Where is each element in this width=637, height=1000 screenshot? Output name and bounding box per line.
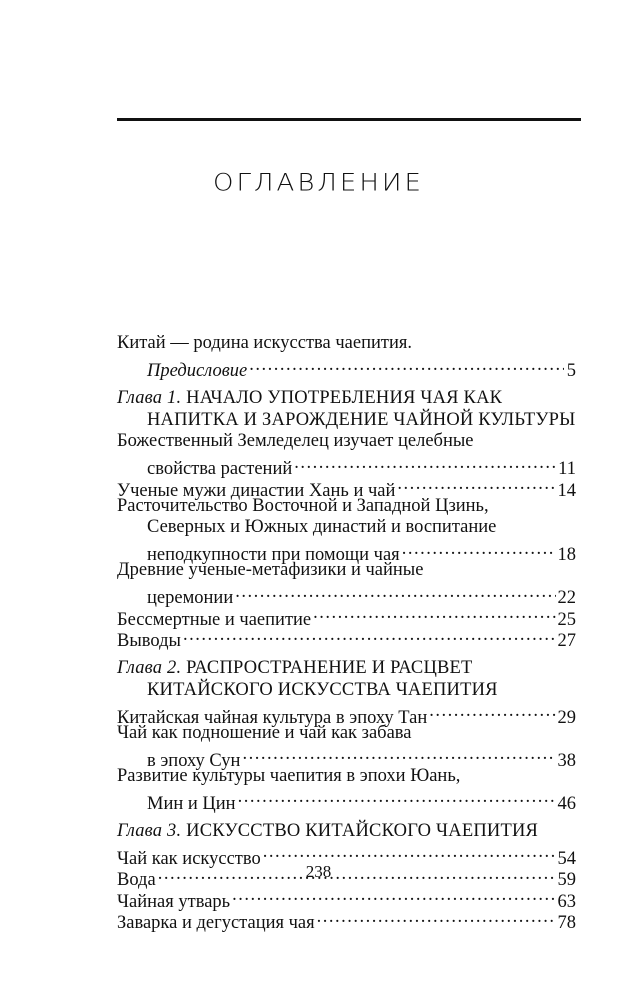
toc-entry-text: Выводы: [117, 631, 181, 651]
toc-entry-text: Предисловие: [147, 361, 248, 381]
chapter-title: ИСКУССТВО КИТАЙСКОГО ЧАЕПИТИЯ: [186, 820, 539, 841]
page-number: 46: [557, 793, 576, 814]
chapter-title: КИТАЙСКОГО ИСКУССТВА ЧАЕПИТИЯ: [147, 679, 498, 700]
toc-entry-text: Древние ученые-метафизики и чайные: [117, 560, 424, 580]
table-of-contents: [117, 333, 576, 940]
page-number: 14: [557, 480, 576, 501]
page-number: 63: [557, 891, 576, 912]
leader-dots: [249, 355, 564, 377]
toc-entry-text: Китайская чайная культура в эпоху Тан: [117, 707, 428, 728]
chapter-title: РАСПРОСТРАНЕНИЕ И РАСЦВЕТ: [186, 658, 473, 678]
leader-dots: [397, 474, 555, 496]
toc-entry-text: Чай как искусство: [117, 848, 261, 869]
leader-dots: [235, 582, 555, 604]
toc-chapter-2: [117, 658, 576, 814]
chapter-label: Глава 3.: [117, 820, 182, 841]
leader-dots: [313, 603, 555, 625]
toc-preface: [117, 333, 576, 381]
toc-entry-text: Северных и Южных династий и воспитание: [147, 517, 497, 537]
page-number: 29: [557, 707, 576, 728]
page-number: 22: [557, 588, 576, 608]
toc-entry-text: в эпоху Сун: [147, 750, 241, 771]
toc-chapter-1: [117, 388, 576, 651]
toc-entry-text: свойства растений: [147, 459, 293, 479]
page-title: ОГЛАВЛЕНИЕ: [213, 169, 424, 197]
chapter-title: НАЧАЛО УПОТРЕБЛЕНИЯ ЧАЯ КАК: [186, 388, 503, 408]
toc-entry-text: Чайная утварь: [117, 891, 231, 912]
leader-dots: [242, 744, 555, 766]
toc-entry-text: Бессмертные и чаепитие: [117, 609, 312, 630]
page-number: 27: [557, 631, 576, 651]
leader-dots: [402, 539, 556, 561]
top-rule: [117, 118, 581, 121]
leader-dots: [317, 907, 556, 929]
page-number: 11: [558, 459, 576, 479]
toc-entry-text: Расточительство Восточной и Западной Цзинь,: [117, 495, 489, 516]
toc-entry-text: Божественный Земледелец изучает целебные: [117, 431, 474, 451]
toc-entry-text: Ученые мужи династии Хань и чай: [117, 480, 396, 501]
page-number: 5: [566, 361, 576, 381]
page-number: 38: [557, 750, 576, 771]
page-number: 78: [557, 913, 576, 933]
leader-dots: [429, 701, 555, 723]
leader-dots: [183, 625, 556, 647]
chapter-label: Глава 1.: [117, 388, 182, 408]
page-number: 25: [557, 609, 576, 630]
page-number: 18: [557, 545, 576, 565]
folio-page-number: 238: [305, 862, 332, 881]
toc-entry-text: Китай — родина искусства чаепития.: [117, 333, 412, 353]
toc-entry-text: Заварка и дегустация чая: [117, 913, 315, 933]
chapter-label: Глава 2.: [117, 658, 182, 678]
chapter-title: НАПИТКА И ЗАРОЖДЕНИЕ ЧАЙНОЙ КУЛЬТУРЫ: [147, 409, 576, 430]
toc-entry-text: Вода: [117, 870, 156, 890]
page-number: 54: [557, 848, 576, 869]
toc-entry-text: Мин и Цин: [147, 793, 236, 814]
leader-dots: [263, 842, 556, 864]
leader-dots: [238, 787, 556, 809]
toc-entry-text: Развитие культуры чаепития в эпохи Юань,: [117, 765, 461, 786]
leader-dots: [232, 885, 555, 907]
toc-entry-text: неподкупности при помощи чая: [147, 545, 400, 565]
page-number: 59: [557, 870, 576, 890]
leader-dots: [294, 453, 556, 475]
toc-entry-text: Чай как подношение и чай как забава: [117, 722, 412, 743]
toc-entry-text: церемонии: [147, 588, 234, 608]
